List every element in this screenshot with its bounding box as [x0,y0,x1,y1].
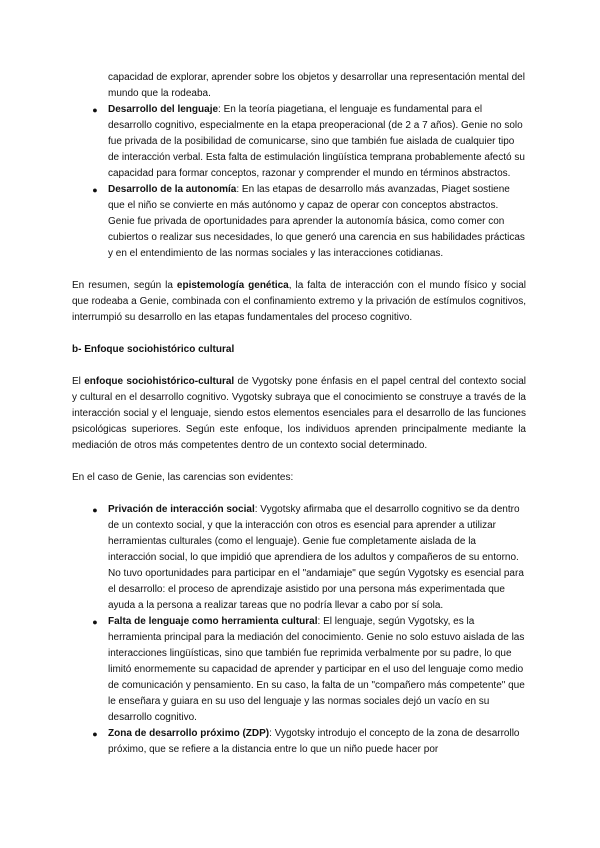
list-item [72,726,526,758]
bullet-term: Privación de interacción social [108,504,255,515]
list-item [72,102,526,182]
list-item [72,502,526,614]
intro-bold: enfoque sociohistórico-cultural [84,376,235,387]
bullet-icon: ● [92,105,98,115]
bullet-icon: ● [92,505,98,515]
bullet-text: : El lenguaje, según Vygotsky, es la herramienta principal para la mediación del conocimiento. Genie no solo estuvo aislada de las interacciones lingüísticas, sino que también fue reprimida verbalmente por su padre, lo que limitó enormemente su capacidad de aprender y participar en el uso del lenguaje como medio de comunicación y pensamiento. En su caso, la falta de un "compañero más competente" que le enseñara y guiara en su uso del lenguaje y las normas sociales dejó un vacío en su desarrollo cognitivo. [108,616,525,723]
bullet-icon: ● [92,617,98,627]
bullet-text: : En la teoría piagetiana, el lenguaje es fundamental para el desarrollo cognitivo, especialmente en la etapa preoperacional (de 2 a 7 años). Genie no solo fue privada de la posibilidad de comunicarse, sino que también fue aislada de cualquier tipo de interacción verbal. Esta falta de estimulación lingüística temprana probablemente afectó su capacidad para formar conceptos, razonar y comprender el mundo en términos abstractos. [108,104,525,179]
continuation-text: capacidad de explorar, aprender sobre los objetos y desarrollar una representación mental del mundo que la rodeaba. [108,72,525,99]
vygotsky-intro-paragraph [72,374,526,454]
document-body [72,70,526,758]
intro-after: de Vygotsky pone énfasis en el papel central del contexto social y cultural en el desarrollo cognitivo. Vygotsky subraya que el conocimiento se construye a través de la interacción social y el lenguaje, siendo estos elementos esenciales para el desarrollo de las funciones psicológicas superiores. Según este enfoque, los individuos aprenden principalmente mediante la mediación de otros más competentes dentro de un contexto social determinado. [72,376,527,451]
piaget-bullet-list [72,102,526,262]
bullet-text: : En las etapas de desarrollo más avanzadas, Piaget sostiene que el niño se convierte en más autónomo y capaz de operar con conceptos abstractos. Genie fue privada de oportunidades para aprender la autonomía básica, como comer con cubiertos o realizar sus necesidades, lo que generó una carencia en sus habilidades prácticas y en el entendimiento de las normas sociales y las interacciones cotidianas. [108,184,525,259]
section-heading: b- Enfoque sociohistórico cultural [72,344,235,355]
summary-after: , la falta de interacción con el mundo físico y social que rodeaba a Genie, combinada con el confinamiento extremo y la privación de estímulos cognitivos, interrumpió su desarrollo en las etapas fundamentales del proceso cognitivo. [72,280,526,323]
summary-bold: epistemología genética [176,280,289,291]
bullet-icon: ● [92,185,98,195]
bullet-term: Zona de desarrollo próximo (ZDP) [108,728,270,739]
genie-case-paragraph: En el caso de Genie, las carencias son evidentes: [72,472,294,483]
vygotsky-bullet-list [72,502,526,758]
intro-before: El [72,376,85,387]
list-item [72,182,526,262]
bullet-term: Desarrollo del lenguaje [108,104,219,115]
summary-before: En resumen, según la [72,280,177,291]
bullet-text: : Vygotsky afirmaba que el desarrollo cognitivo se da dentro de un contexto social, y que la interacción con otros es esencial para aprender a utilizar herramientas culturales (como el lenguaje). Genie fue completamente aislada de la interacción social, lo que impidió que aprendiera de los adultos y compañeros de su entorno. No tuvo oportunidades para participar en el "andamiaje" que según Vygotsky es esencial para el desarrollo: el proceso de aprendizaje asistido por una persona más experimentada que ayuda a la persona a realizar tareas que no podría llevar a cabo por sí sola. [108,504,524,611]
summary-paragraph [72,278,526,326]
bullet-term: Desarrollo de la autonomía [108,184,237,195]
bullet-text: : Vygotsky introdujo el concepto de la zona de desarrollo próximo, que se refiere a la distancia entre lo que un niño puede hacer por [108,728,520,755]
bullet-icon: ● [92,729,98,739]
list-item [72,614,526,726]
bullet-term: Falta de lenguaje como herramienta cultural [108,616,318,627]
